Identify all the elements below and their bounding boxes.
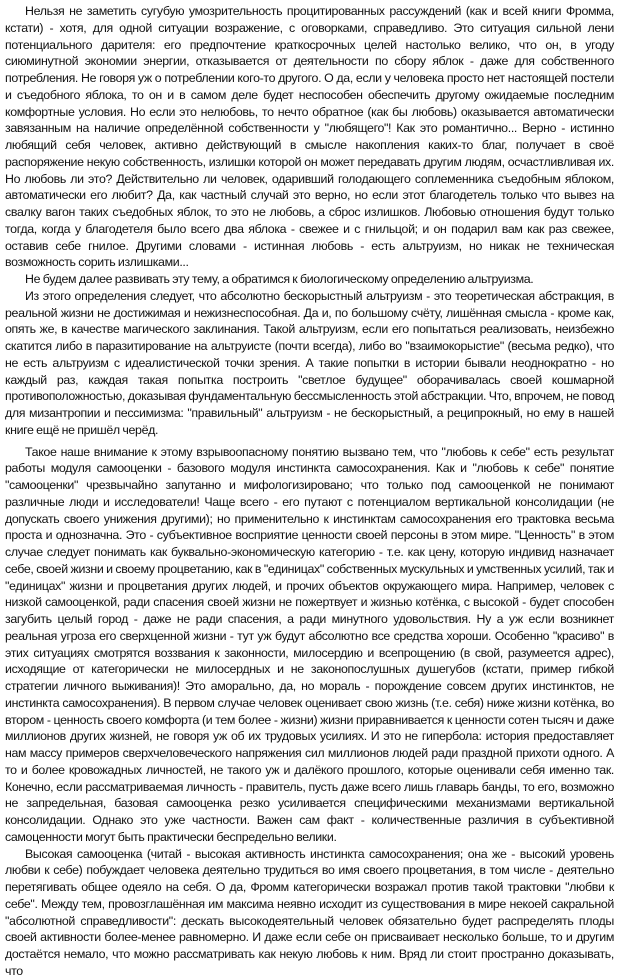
paragraph-self-esteem: Такое наше внимание к этому взрывоопасному понятию вызвано тем, что "любовь к себе" есть результат работы модуля самооценки - базового модуля инстинкта самосохранения. Как и "любовь к себе" понятие "самооценки" чрезвычайно запутанно и мифологизировано; что только под самооценкой не понимают различные люди и исследователи! Чаще всего - его путают с потенциалом вертикальной консолидации (не допускать своего унижения другими); но применительно к инстинктам самосохранения его трактовка весьма проста и однозначна. Это - субъективное восприятие ценности своей персоны в этом мире. "Ценность" в этом случае следует понимать как буквально-экономическую категорию - т.е. как цену, которую индивид назначает себе, своей жизни и своему процветанию, как в "единицах" собственных мускульных и умственных усилий, так и "единицах" жизни и процветания других людей, и прочих объектов окружающего мира. Например, человек с низкой самооценкой, ради спасения своей жизни не пожертвует и жизнью котёнка, с высокой - будет способен загубить целый город - даже не ради спасения, а ради минутного удовольствия. Ну а уж если возникнет реальная угроза его сверхценной жизни - тут уж будут абсолютно все средства хороши. Особенно "красиво" в этих ситуациях смотрятся воззвания к законности, милосердию и всепрощению (в свой, разумеется адрес), исходящие от категорически не милосердных и не законопослушных душегубов (кстати, пример гибкой стратегии личного выживания)! Это аморально, да, но мораль - порождение совсем других инстинктов, не инстинкта самосохранения). В первом случае человек оценивает свою жизнь (т.е. себя) ниже жизни котёнка, во втором - ценность своего комфорта (и тем более - жизни) жизни приравнивается к ценности сотен тысяч и даже миллионов других жизней, не говоря уж об их трудовых усилиях. И это не гипербола: история предоставляет нам массу примеров сверхчеловеческого напряжения сил миллионов людей ради праздной прихоти одного. А то и более кровожадных личностей, не такого уж и далёкого прошлого, которые оценивали себя именно так. Конечно, если рассматриваемая личность - правитель, пусть даже всего лишь главарь банды, то его, возможно не запредельная, базовая самооценка резко усиливается специфическими механизмами вертикальной консолидации. Однако это уже частности. Важен сам факт - количественные различия в субъективной самоценности могут быть практически беспредельно велики. <box>5 444 614 844</box>
paragraph-selfless-altruism: Из этого определения следует, что абсолютно бескорыстный альтруизм - это теоретическая абстракция, в реальной жизни не достижимая и нежизнеспособная. Да и, по большому счёту, лишённая смысла - кроме как, опять же, в качестве магического заклинания. Такой альтруизм, если его попытаться реализовать, неизбежно скатится либо в паразитирование на альтруисте (почти всегда), либо во "взаимокорыстие" (весьма редко), что не есть альтруизм с идеалистической точки зрения. А такие попытки в истории бывали неоднократно - но каждый раз, каждая такая попытка построить "светлое будущее" оборачивалась своей кошмарной противоположностью, доказывая фундаментальную бессмысленность этой абстракции. Что, впрочем, не повод для мизантропии и пессимизма: "правильный" альтруизм - не бескорыстный, а реципрокный, но ему в нашей книге ещё не пришёл черёд. <box>5 288 614 437</box>
paragraph-high-self-esteem: Высокая самооценка (читай - высокая активность инстинкта самосохранения; она же - высокий уровень любви к себе) побуждает человека деятельно трудиться во имя своего процветания, в том числе - деятельно перетягивать общее одеяло на себя. О да, Фромм категорически возражал против такой трактовки "любви к себе". Между тем, провозглашённая им максима неявно исходит из существования в мире некоей сакральной "абсолютной справедливости": дескать высокодеятельный человек обязательно будет распределять плоды своей активности более-менее равномерно. И даже если себе он присваивает несколько больше, то и другим достаётся немало, что можно рассматривать как некую любовь к ним. Вряд ли стоит пространно доказывать, что <box>5 846 614 978</box>
paragraph-biological-definition: Не будем далее развивать эту тему, а обратимся к биологическому определению альтруизма. <box>25 272 534 286</box>
paragraph-fromm-critique: Нельзя не заметить сугубую умозрительность процитированных рассуждений (как и всей книги Фромма, кстати) - хотя, для одной ситуации возражение, с оговорками, справедливо. Это ситуация сильной лени потенциального дарителя: его предпочтение краткосрочных целей настолько велико, что он, в угоду сиюминутной экономии энергии, отказывается от деятельности по сбору яблок - даже для собственного потребления. Не говоря уж о потреблении кого-то другого. О да, если у человека просто нет настоящей постели и съедобного яблока, то он и в самом деле будет неспособен обеспечить другому ожидаемые последним комфортные условия. Но если это нелюбовь, то нечто обратное (как бы любовь) оказывается автоматически завязанным на наличие определённой собственности у "любящего"! Как это романтично... Верно - истинно любящий себя человек, активно действующий в смысле накопления каких-то благ, получает в своё распоряжение некую собственность, излишки которой он может передавать другим людям, осчастливливая их. Но любовь ли это? Действительно ли человек, одаривший голодающего соплеменника съедобным яблоком, автоматически его любит? Да, как частный случай это верно, но если этот благодетель только что вывез на свалку вагон таких съедобных яблок, то это не любовь, а сброс излишков. Любовью отношения будут только тогда, когда у благодетеля было всего два яблока - свежее и с гнильцой; и он подарил вам как раз свежее, оставив себе гнилое. Другими словами - истинная любовь - есть альтруизм, но никак не техническая возможность сорить излишками... <box>5 4 614 270</box>
